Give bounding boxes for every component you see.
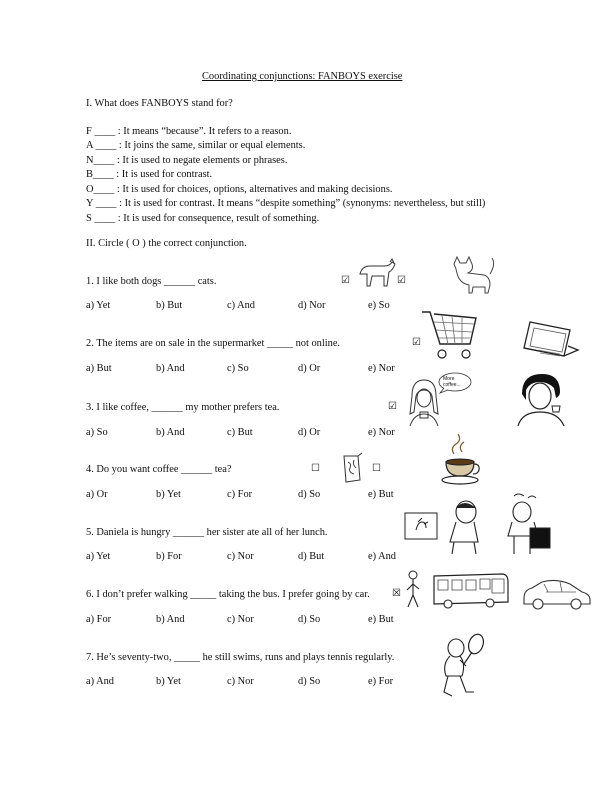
q2-checkbox[interactable]: ☑ — [412, 337, 421, 348]
q5-option-e[interactable]: e) And — [368, 551, 396, 562]
q3-option-c[interactable]: c) But — [227, 427, 253, 438]
q1-option-e[interactable]: e) So — [368, 300, 390, 311]
speech-bubble-text: More coffee... — [443, 376, 461, 388]
hungry-girl-frame-illustration-icon — [404, 512, 438, 540]
q7-option-d[interactable]: d) So — [298, 676, 321, 687]
fanboys-line-n: N____ : It is used to negate elements or phrases. — [86, 155, 288, 166]
q6-option-a[interactable]: a) For — [86, 614, 112, 625]
cat-illustration-icon — [450, 254, 496, 294]
question-2: 2. The items are on sale in the supermarket _____ not online. — [86, 338, 341, 349]
question-4: 4. Do you want coffee ______ tea? — [86, 464, 232, 475]
q2-option-c[interactable]: c) So — [227, 363, 249, 374]
question-5: 5. Daniela is hungry ______ her sister ate all of her lunch. — [86, 527, 328, 538]
q6-checkbox[interactable]: ☒ — [392, 588, 401, 599]
question-7: 7. He’s seventy-two, _____ he still swims, runs and plays tennis regularly. — [86, 652, 395, 663]
q2-option-b[interactable]: b) And — [156, 363, 185, 374]
fanboys-line-s: S ____ : It is used for consequence, result of something. — [86, 213, 320, 224]
q6-option-d[interactable]: d) So — [298, 614, 321, 625]
q1-option-d[interactable]: d) Nor — [298, 300, 326, 311]
fanboys-line-o: O____ : It is used for choices, options, alternatives and making decisions. — [86, 184, 393, 195]
walking-person-illustration-icon — [404, 570, 422, 610]
q1-option-c[interactable]: c) And — [227, 300, 255, 311]
fanboys-line-a: A ____ : It joins the same, similar or equal elements. — [86, 140, 306, 151]
q6-option-e[interactable]: e) But — [368, 614, 394, 625]
shopping-cart-illustration-icon — [420, 306, 478, 362]
car-illustration-icon — [520, 576, 592, 610]
q4-option-b[interactable]: b) Yet — [156, 489, 181, 500]
q2-option-d[interactable]: d) Or — [298, 363, 321, 374]
q4-option-a[interactable]: a) Or — [86, 489, 108, 500]
question-3: 3. I like coffee, ______ my mother prefers tea. — [86, 402, 280, 413]
laptop-illustration-icon — [520, 318, 582, 366]
q1-option-b[interactable]: b) But — [156, 300, 183, 311]
q3-option-e[interactable]: e) Nor — [368, 427, 395, 438]
coffee-cup-illustration-icon — [440, 434, 482, 488]
part2-heading: II. Circle ( O ) the correct conjunction. — [86, 238, 247, 249]
q4-option-e[interactable]: e) But — [368, 489, 394, 500]
question-6: 6. I don’t prefer walking _____ taking the bus. I prefer going by car. — [86, 589, 370, 600]
q1-option-a[interactable]: a) Yet — [86, 300, 111, 311]
q7-option-a[interactable]: a) And — [86, 676, 114, 687]
woman-tea-illustration-icon — [512, 372, 570, 426]
question-1: 1. I like both dogs ______ cats. — [86, 276, 217, 287]
q7-option-e[interactable]: e) For — [368, 676, 394, 687]
q3-option-b[interactable]: b) And — [156, 427, 185, 438]
bus-illustration-icon — [430, 570, 510, 610]
q4-option-d[interactable]: d) So — [298, 489, 321, 500]
q6-option-c[interactable]: c) Nor — [227, 614, 254, 625]
tea-bag-illustration-icon — [340, 452, 366, 486]
fanboys-line-y: Y ____ : It is used for contrast. It means “despite something” (synonyms: nevertheless, but still) — [86, 198, 486, 209]
q4-option-c[interactable]: c) For — [227, 489, 253, 500]
elderly-tennis-player-illustration-icon — [436, 630, 484, 700]
q2-option-e[interactable]: e) Nor — [368, 363, 395, 374]
q4-checkbox-right[interactable]: ☐ — [372, 463, 381, 474]
q1-checkbox-cat[interactable]: ☑ — [397, 275, 406, 286]
part1-heading: I. What does FANBOYS stand for? — [86, 98, 233, 109]
girl-eating-illustration-icon — [444, 498, 486, 556]
q5-option-a[interactable]: a) Yet — [86, 551, 111, 562]
q4-checkbox-left[interactable]: ☐ — [311, 463, 320, 474]
q3-checkbox[interactable]: ☑ — [388, 401, 397, 412]
dog-illustration-icon — [354, 258, 398, 292]
boy-eating-illustration-icon — [494, 492, 554, 556]
q1-checkbox-dog[interactable]: ☑ — [341, 275, 350, 286]
q6-option-b[interactable]: b) And — [156, 614, 185, 625]
fanboys-line-b: B____ : It is used for contrast. — [86, 169, 213, 180]
q5-option-b[interactable]: b) For — [156, 551, 182, 562]
q7-option-c[interactable]: c) Nor — [227, 676, 254, 687]
page-title: Coordinating conjunctions: FANBOYS exercise — [202, 71, 403, 82]
q5-option-d[interactable]: d) But — [298, 551, 325, 562]
q3-option-a[interactable]: a) So — [86, 427, 108, 438]
q2-option-a[interactable]: a) But — [86, 363, 112, 374]
fanboys-line-f: F ____ : It means “because”. It refers to a reason. — [86, 126, 292, 137]
q3-option-d[interactable]: d) Or — [298, 427, 321, 438]
q5-option-c[interactable]: c) Nor — [227, 551, 254, 562]
q7-option-b[interactable]: b) Yet — [156, 676, 181, 687]
